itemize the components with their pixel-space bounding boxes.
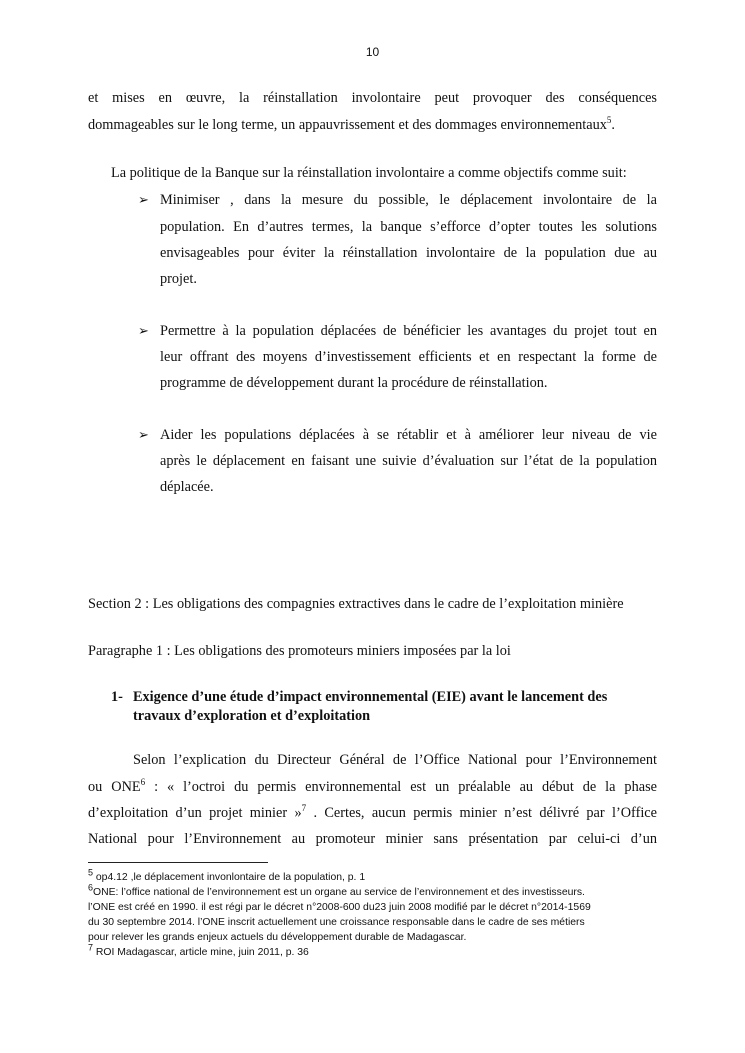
body-line-1: Selon l’explication du Directeur Général de l’Office National pour l’Environnement bbox=[133, 752, 657, 768]
bullet-1-line-1: Minimiser , dans la mesure du possible, le déplacement involontaire de la bbox=[160, 192, 657, 208]
footnote-6-line-1: $^6$ONE: l’office national de l’environnement est un organe au service de l’environnement et des investisseurs. bbox=[88, 882, 585, 898]
footnote-6-line-4: pour relever les grands enjeux actuels du développement durable de Madagascar. bbox=[88, 932, 467, 943]
intro-line-1: et mises en œuvre, la réinstallation involontaire peut provoquer des conséquences bbox=[88, 90, 657, 106]
page-number: 10 bbox=[365, 45, 380, 59]
body-line-4: National pour l’Environnement au promoteur minier sans présentation par celui-ci d’un bbox=[88, 831, 657, 847]
heading-line-1: Exigence d’une étude d’impact environnemental (EIE) avant le lancement des bbox=[133, 689, 608, 705]
bullet-1-line-3: envisageables pour éviter la réinstallation involontaire de la population due au bbox=[160, 245, 657, 261]
bullet-2-line-1: Permettre à la population déplacées de bénéficier les avantages du projet tout en bbox=[160, 323, 657, 339]
body-line-3: d’exploitation d’un projet minier »$^7$ . Certes, aucun permis minier n’est délivré par l’Office bbox=[88, 803, 657, 821]
bullet-1-line-2: population. En d’autres termes, la banque s’efforce d’opter toutes les solutions bbox=[160, 219, 657, 235]
footnote-ref-6: 6 bbox=[140, 777, 146, 788]
bullet-3-line-3: déplacée. bbox=[160, 479, 214, 495]
footnote-5: $^5$ op4.12 ,le déplacement invonlontaire de la population, p. 1 bbox=[88, 867, 366, 883]
policy-intro: La politique de la Banque sur la réinstallation involontaire a comme objectifs comme suit: bbox=[111, 165, 627, 181]
heading-line-2: travaux d’exploration et d’exploitation bbox=[133, 708, 371, 724]
section-title: Section 2 : Les obligations des compagnies extractives dans le cadre de l’exploitation minière bbox=[88, 596, 624, 612]
footnote-6-line-3: du 30 septembre 2014. l’ONE inscrit actuellement une croissance responsable dans le cadre de ses métiers bbox=[88, 917, 585, 928]
footnote-separator bbox=[88, 862, 268, 863]
footnote-6-line-2: l’ONE est créé en 1990. il est régi par le décret n°2008-600 du23 juin 2008 modifié par le décret n°2014-1569 bbox=[88, 902, 591, 913]
bullet-3-line-1: Aider les populations déplacées à se rétablir et à améliorer leur niveau de vie bbox=[160, 427, 657, 443]
bullet-arrow-icon: ➢ bbox=[138, 427, 149, 442]
footnote-7: $^7$ ROI Madagascar, article mine, juin 2011, p. 36 bbox=[88, 942, 309, 958]
heading-number: 1- bbox=[111, 689, 123, 705]
bullet-2-line-2: leur offrant des moyens d’investissement efficients et en respectant la forme de bbox=[160, 349, 657, 365]
bullet-1-line-4: projet. bbox=[160, 271, 197, 287]
paragraph-title: Paragraphe 1 : Les obligations des promoteurs miniers imposées par la loi bbox=[88, 643, 511, 659]
bullet-arrow-icon: ➢ bbox=[138, 192, 149, 207]
bullet-2-line-3: programme de développement durant la procédure de réinstallation. bbox=[160, 375, 548, 391]
footnote-ref-5: 5 bbox=[606, 115, 612, 126]
bullet-arrow-icon: ➢ bbox=[138, 323, 149, 338]
body-line-2: ou ONE$^6$ : « l’octroi du permis environnemental est un préalable au début de la phase bbox=[88, 777, 657, 795]
footnote-ref-7: 7 bbox=[301, 803, 307, 814]
intro-line-2: dommageables sur le long terme, un appauvrissement et des dommages environnementaux$^5$. bbox=[88, 115, 615, 133]
bullet-3-line-2: après le déplacement en faisant une suivie d’évaluation sur l’état de la population bbox=[160, 453, 657, 469]
